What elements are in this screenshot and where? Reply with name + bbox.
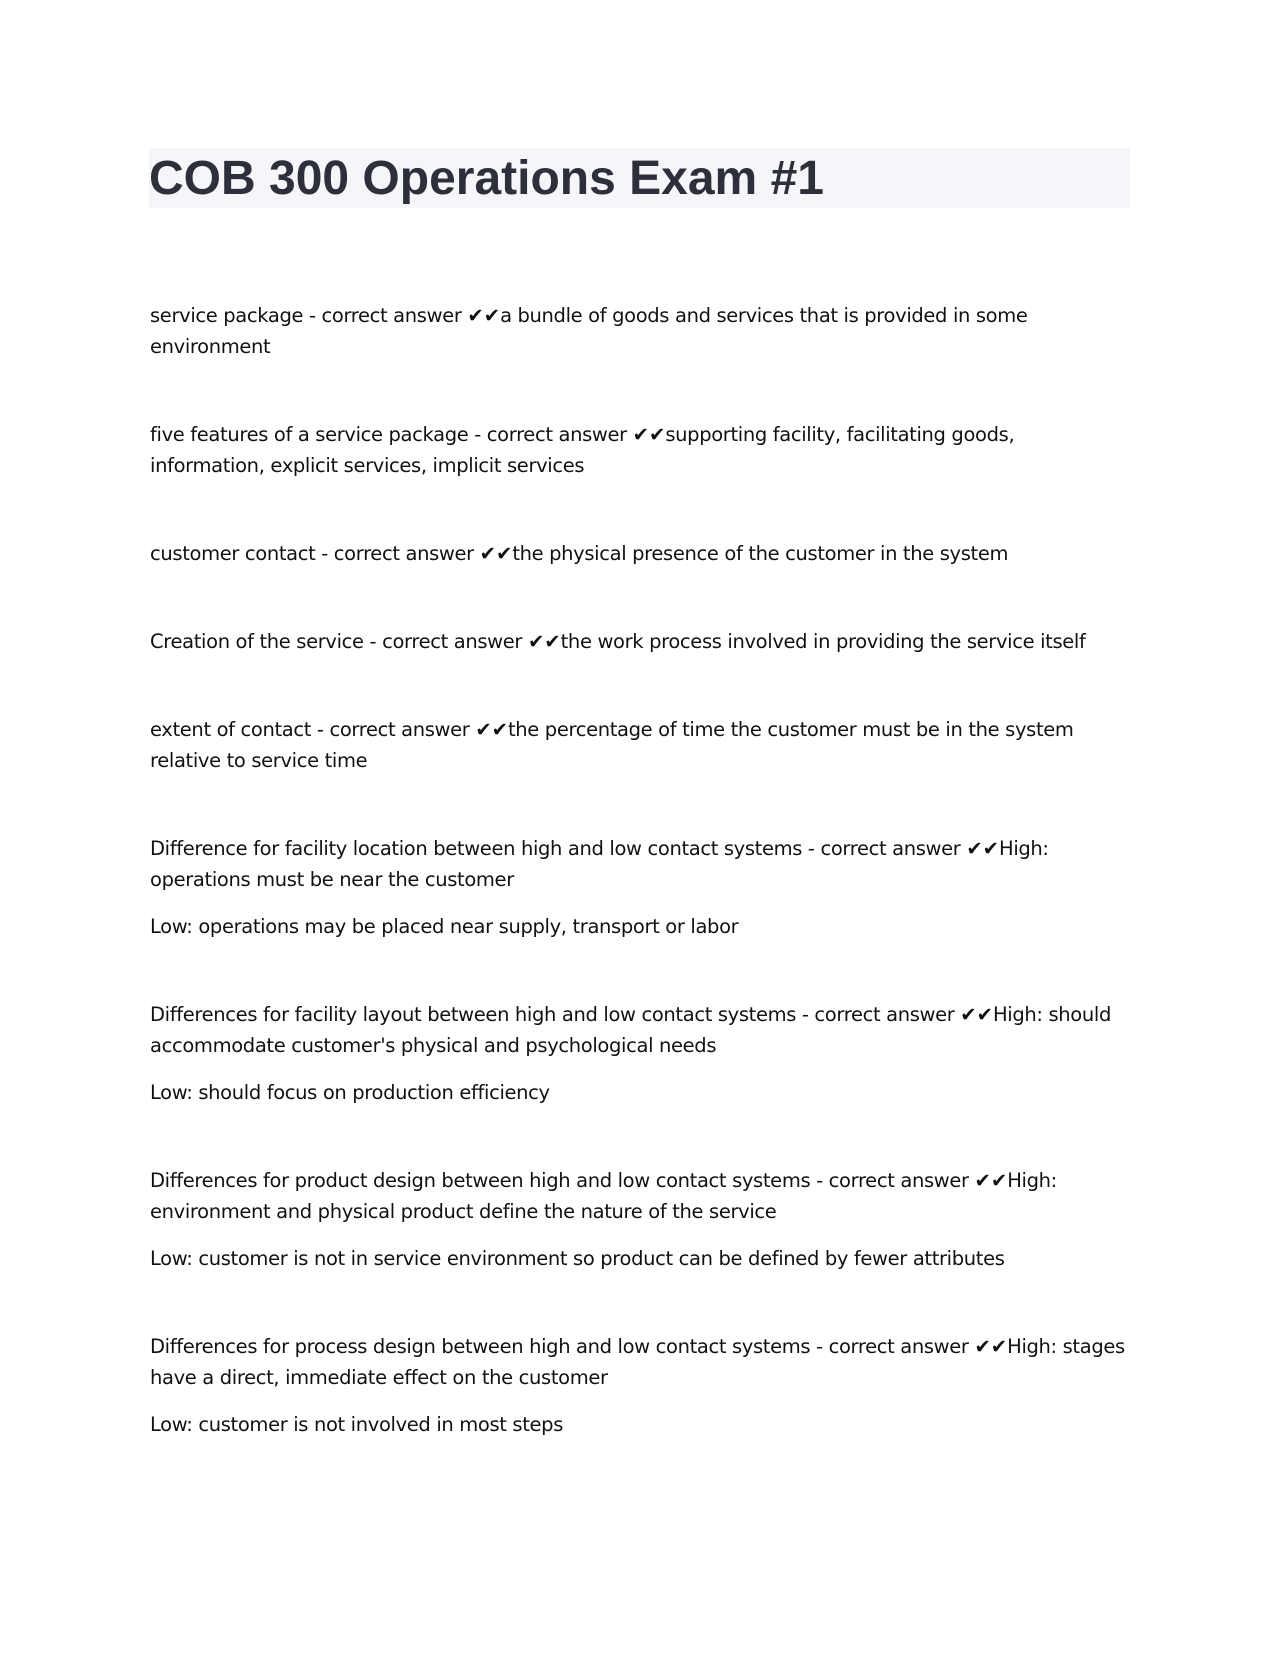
check-marks-icon: ✔✔ bbox=[467, 304, 501, 327]
entry-question-line bbox=[150, 1331, 1130, 1393]
entry-question-line bbox=[150, 300, 1130, 362]
entry-term: service package bbox=[150, 304, 304, 327]
flashcard-entry bbox=[150, 1331, 1130, 1440]
check-marks-icon: ✔✔ bbox=[960, 1003, 993, 1026]
entry-answer: High: operations must be near the customer bbox=[150, 837, 1049, 891]
entry-term: customer contact bbox=[150, 542, 316, 565]
flashcard-entry bbox=[150, 419, 1130, 481]
entry-term: Differences for process design between high and low contact systems bbox=[150, 1335, 811, 1358]
check-marks-icon: ✔✔ bbox=[527, 630, 561, 653]
entry-answer: High: environment and physical product define the nature of the service bbox=[150, 1169, 1057, 1223]
entry-question-line bbox=[150, 714, 1130, 776]
entry-separator: - correct answer bbox=[311, 718, 476, 741]
entry-answer: the work process involved in providing the service itself bbox=[560, 630, 1086, 653]
entry-extra-line: Low: should focus on production efficiency bbox=[150, 1081, 550, 1104]
entry-extra-line: Low: operations may be placed near supply, transport or labor bbox=[150, 915, 739, 938]
check-marks-icon: ✔✔ bbox=[974, 1169, 1008, 1192]
check-marks-icon: ✔✔ bbox=[974, 1335, 1008, 1358]
document-page bbox=[149, 148, 1130, 1436]
check-marks-icon: ✔✔ bbox=[479, 542, 513, 565]
entry-extra-line: Low: customer is not involved in most steps bbox=[150, 1413, 564, 1436]
entry-answer: High: should accommodate customer's physical and psychological needs bbox=[150, 1003, 1111, 1057]
entry-term: extent of contact bbox=[150, 718, 312, 741]
entry-separator: - correct answer bbox=[796, 1003, 961, 1026]
flashcard-entry bbox=[150, 300, 1130, 362]
entry-separator: - correct answer bbox=[363, 630, 528, 653]
flashcard-entry bbox=[150, 538, 1130, 569]
title-bar bbox=[149, 148, 1130, 208]
entry-question-line bbox=[150, 419, 1130, 481]
entry-term: Difference for facility location between high and low contact systems bbox=[150, 837, 803, 860]
entry-question-line bbox=[150, 1165, 1130, 1227]
entry-separator: - correct answer bbox=[468, 423, 633, 446]
check-marks-icon: ✔✔ bbox=[632, 423, 666, 446]
entry-term: five features of a service package bbox=[150, 423, 469, 446]
entry-answer: High: stages have a direct, immediate effect on the customer bbox=[150, 1335, 1125, 1389]
entry-question-line bbox=[150, 833, 1130, 895]
entry-separator: - correct answer bbox=[810, 1169, 975, 1192]
entry-answer: a bundle of goods and services that is provided in some environment bbox=[150, 304, 1028, 358]
entry-extra-line: Low: customer is not in service environment so product can be defined by fewer attributes bbox=[150, 1247, 1005, 1270]
entry-separator: - correct answer bbox=[303, 304, 468, 327]
entry-answer: the physical presence of the customer in the system bbox=[512, 542, 1009, 565]
flashcard-entry bbox=[150, 1165, 1130, 1274]
flashcard-entry bbox=[150, 833, 1130, 942]
entry-separator: - correct answer bbox=[315, 542, 480, 565]
entry-term: Differences for facility layout between high and low contact systems bbox=[150, 1003, 797, 1026]
entry-answer: the percentage of time the customer must be in the system relative to service time bbox=[150, 718, 1074, 772]
flashcard-entry bbox=[150, 999, 1130, 1108]
entry-term: Differences for product design between high and low contact systems bbox=[150, 1169, 811, 1192]
entry-separator: - correct answer bbox=[802, 837, 967, 860]
entry-question-line bbox=[150, 999, 1130, 1061]
check-marks-icon: ✔✔ bbox=[475, 718, 508, 741]
check-marks-icon: ✔✔ bbox=[966, 837, 1000, 860]
entry-list bbox=[150, 300, 1130, 1440]
entry-answer: supporting facility, facilitating goods, information, explicit services, implicit services bbox=[150, 423, 1015, 477]
flashcard-entry bbox=[150, 626, 1130, 657]
flashcard-entry bbox=[150, 714, 1130, 776]
entry-question-line bbox=[150, 538, 1130, 569]
entry-question-line bbox=[150, 626, 1130, 657]
document-title: COB 300 Operations Exam #1 bbox=[149, 152, 824, 205]
entry-separator: - correct answer bbox=[810, 1335, 975, 1358]
entry-term: Creation of the service bbox=[150, 630, 364, 653]
